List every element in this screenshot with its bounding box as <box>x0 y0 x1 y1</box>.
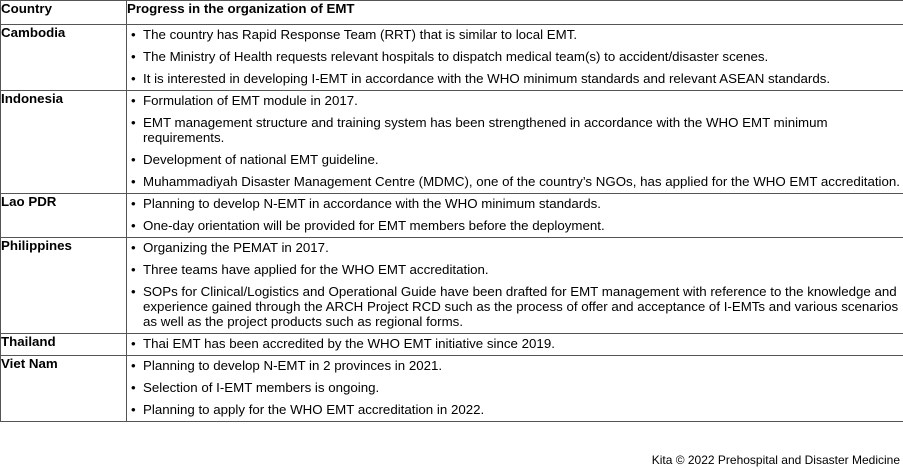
country-cell: Philippines <box>1 238 127 334</box>
list-item-text: Thai EMT has been accredited by the WHO EMT initiative since 2019. <box>143 336 555 351</box>
table-row <box>1 25 903 91</box>
country-cell: Lao PDR <box>1 194 127 238</box>
bullet-icon: • <box>131 262 136 277</box>
credit-line: Kita © 2022 Prehospital and Disaster Medicine <box>651 453 900 467</box>
bullet-icon: • <box>131 152 136 167</box>
progress-list <box>127 93 903 189</box>
list-item-text: Formulation of EMT module in 2017. <box>143 93 358 108</box>
bullet-icon: • <box>131 358 136 373</box>
progress-cell <box>127 25 903 91</box>
list-item-text: The Ministry of Health requests relevant hospitals to dispatch medical team(s) to accident/disaster scenes. <box>143 49 769 64</box>
table-row <box>1 334 903 356</box>
table-row <box>1 194 903 238</box>
list-item-text: Planning to develop N-EMT in accordance with the WHO minimum standards. <box>143 196 601 211</box>
list-item <box>131 27 903 42</box>
list-item <box>131 336 903 351</box>
header-row <box>1 1 903 25</box>
bullet-icon: • <box>131 402 136 417</box>
progress-cell <box>127 334 903 356</box>
progress-cell <box>127 356 903 422</box>
bullet-icon: • <box>131 49 136 64</box>
progress-list <box>127 196 903 233</box>
list-item <box>131 93 903 108</box>
list-item-text: It is interested in developing I-EMT in accordance with the WHO minimum standards and relevant ASEAN standards. <box>143 71 831 86</box>
list-item-text: Development of national EMT guideline. <box>143 152 379 167</box>
list-item <box>131 174 903 189</box>
list-item-text: EMT management structure and training system has been strengthened in accordance with the WHO EMT minimum requirements. <box>143 115 828 145</box>
progress-list <box>127 336 903 351</box>
table-body <box>1 25 903 422</box>
bullet-icon: • <box>131 115 136 130</box>
list-item <box>131 380 903 395</box>
bullet-icon: • <box>131 240 136 255</box>
list-item-text: Organizing the PEMAT in 2017. <box>143 240 329 255</box>
progress-list <box>127 358 903 417</box>
list-item-text: Planning to apply for the WHO EMT accreditation in 2022. <box>143 402 485 417</box>
progress-list <box>127 240 903 329</box>
progress-cell <box>127 194 903 238</box>
bullet-icon: • <box>131 174 136 189</box>
list-item <box>131 262 903 277</box>
bullet-icon: • <box>131 336 136 351</box>
table-row <box>1 356 903 422</box>
table-row <box>1 238 903 334</box>
bullet-icon: • <box>131 93 136 108</box>
header-country: Country <box>1 1 127 25</box>
list-item-text: The country has Rapid Response Team (RRT) that is similar to local EMT. <box>143 27 578 42</box>
list-item-text: SOPs for Clinical/Logistics and Operational Guide have been drafted for EMT management with reference to the knowledge and experience gained through the ARCH Project RCD such as the process of offer and acceptance of I-EMTs and various scenarios as well as the project products such as regional forms. <box>143 284 899 329</box>
country-cell: Indonesia <box>1 91 127 194</box>
country-cell: Thailand <box>1 334 127 356</box>
list-item-text: Muhammadiyah Disaster Management Centre (MDMC), one of the country’s NGOs, has applied for the WHO EMT accreditation. <box>143 174 900 189</box>
table-row <box>1 91 903 194</box>
country-cell: Cambodia <box>1 25 127 91</box>
list-item-text: Selection of I-EMT members is ongoing. <box>143 380 380 395</box>
list-item-text: Three teams have applied for the WHO EMT accreditation. <box>143 262 489 277</box>
bullet-icon: • <box>131 196 136 211</box>
list-item <box>131 402 903 417</box>
bullet-icon: • <box>131 27 136 42</box>
header-progress: Progress in the organization of EMT <box>127 1 903 25</box>
list-item <box>131 358 903 373</box>
list-item <box>131 115 903 145</box>
bullet-icon: • <box>131 71 136 86</box>
list-item-text: Planning to develop N-EMT in 2 provinces in 2021. <box>143 358 443 373</box>
bullet-icon: • <box>131 380 136 395</box>
list-item <box>131 49 903 64</box>
country-cell: Viet Nam <box>1 356 127 422</box>
progress-cell <box>127 238 903 334</box>
list-item <box>131 240 903 255</box>
list-item <box>131 218 903 233</box>
progress-list <box>127 27 903 86</box>
progress-cell <box>127 91 903 194</box>
list-item-text: One-day orientation will be provided for EMT members before the deployment. <box>143 218 605 233</box>
bullet-icon: • <box>131 218 136 233</box>
list-item <box>131 71 903 86</box>
bullet-icon: • <box>131 284 136 299</box>
list-item <box>131 284 903 329</box>
list-item <box>131 152 903 167</box>
list-item <box>131 196 903 211</box>
